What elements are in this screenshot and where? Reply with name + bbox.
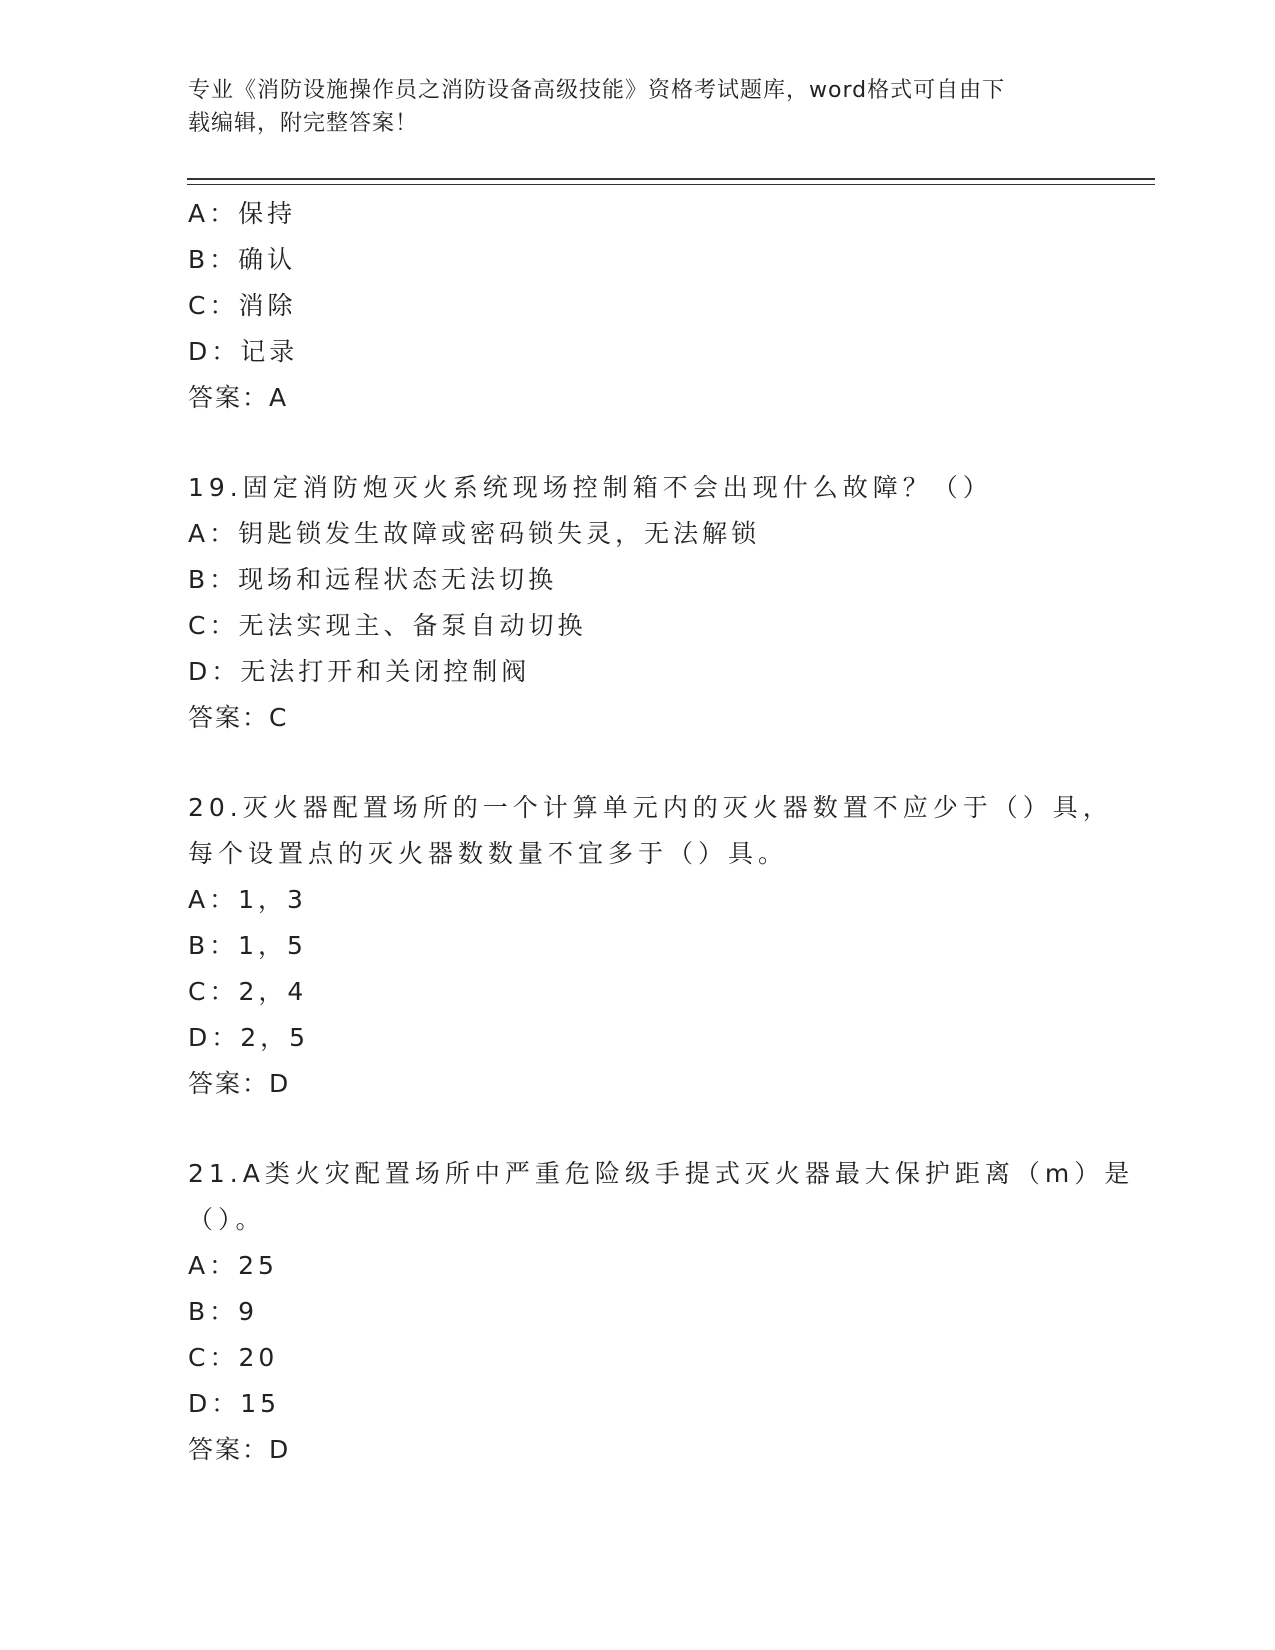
option-c: C：无法实现主、备泵自动切换	[188, 611, 587, 640]
answer-line: 答案：C	[188, 703, 289, 732]
question-18	[188, 191, 1088, 421]
option-c: C：2，4	[188, 977, 308, 1006]
option-d: D：15	[188, 1389, 281, 1418]
question-text: 19.固定消防炮灭火系统现场控制箱不会出现什么故障？（）	[188, 473, 993, 502]
option-a: A：25	[188, 1251, 278, 1280]
question-text-line-1: 20.灭火器配置场所的一个计算单元内的灭火器数置不应少于（）具，	[188, 793, 1113, 822]
question-text-line-2: （）。	[188, 1205, 266, 1234]
question-text-line-2: 每个设置点的灭火器数数量不宜多于（）具。	[188, 839, 789, 868]
header-line-2: 载编辑，附完整答案！	[188, 111, 419, 136]
option-d: D：2，5	[188, 1023, 310, 1052]
option-b: B：确认	[188, 245, 297, 274]
option-a: A：1，3	[188, 885, 307, 914]
option-c: C：消除	[188, 291, 297, 320]
option-c: C：20	[188, 1343, 279, 1372]
spacer	[188, 741, 1088, 785]
option-b: B：1，5	[188, 931, 307, 960]
answer-line: 答案：D	[188, 1069, 291, 1098]
answer-line: 答案：A	[188, 383, 289, 412]
option-d: D：无法打开和关闭控制阀	[188, 657, 531, 686]
question-text-line-1: 21.A类火灾配置场所中严重危险级手提式灭火器最大保护距离（m）是	[188, 1159, 1135, 1188]
answer-line: 答案：D	[188, 1435, 291, 1464]
header-line-1: 专业《消防设施操作员之消防设备高级技能》资格考试题库，word格式可自由下	[188, 78, 1006, 103]
question-20	[188, 785, 1113, 1107]
header-divider-thick	[187, 178, 1155, 180]
question-list	[188, 191, 1135, 1473]
header-divider-thin	[187, 184, 1155, 185]
option-a: A：钥匙锁发生故障或密码锁失灵，无法解锁	[188, 519, 761, 548]
spacer	[188, 1107, 1088, 1151]
option-a: A：保持	[188, 199, 297, 228]
question-21	[188, 1151, 1135, 1473]
question-19	[188, 465, 1088, 741]
spacer	[188, 421, 1088, 465]
option-b: B：9	[188, 1297, 259, 1326]
option-b: B：现场和远程状态无法切换	[188, 565, 558, 594]
document-header	[188, 74, 1088, 140]
option-d: D：记录	[188, 337, 299, 366]
